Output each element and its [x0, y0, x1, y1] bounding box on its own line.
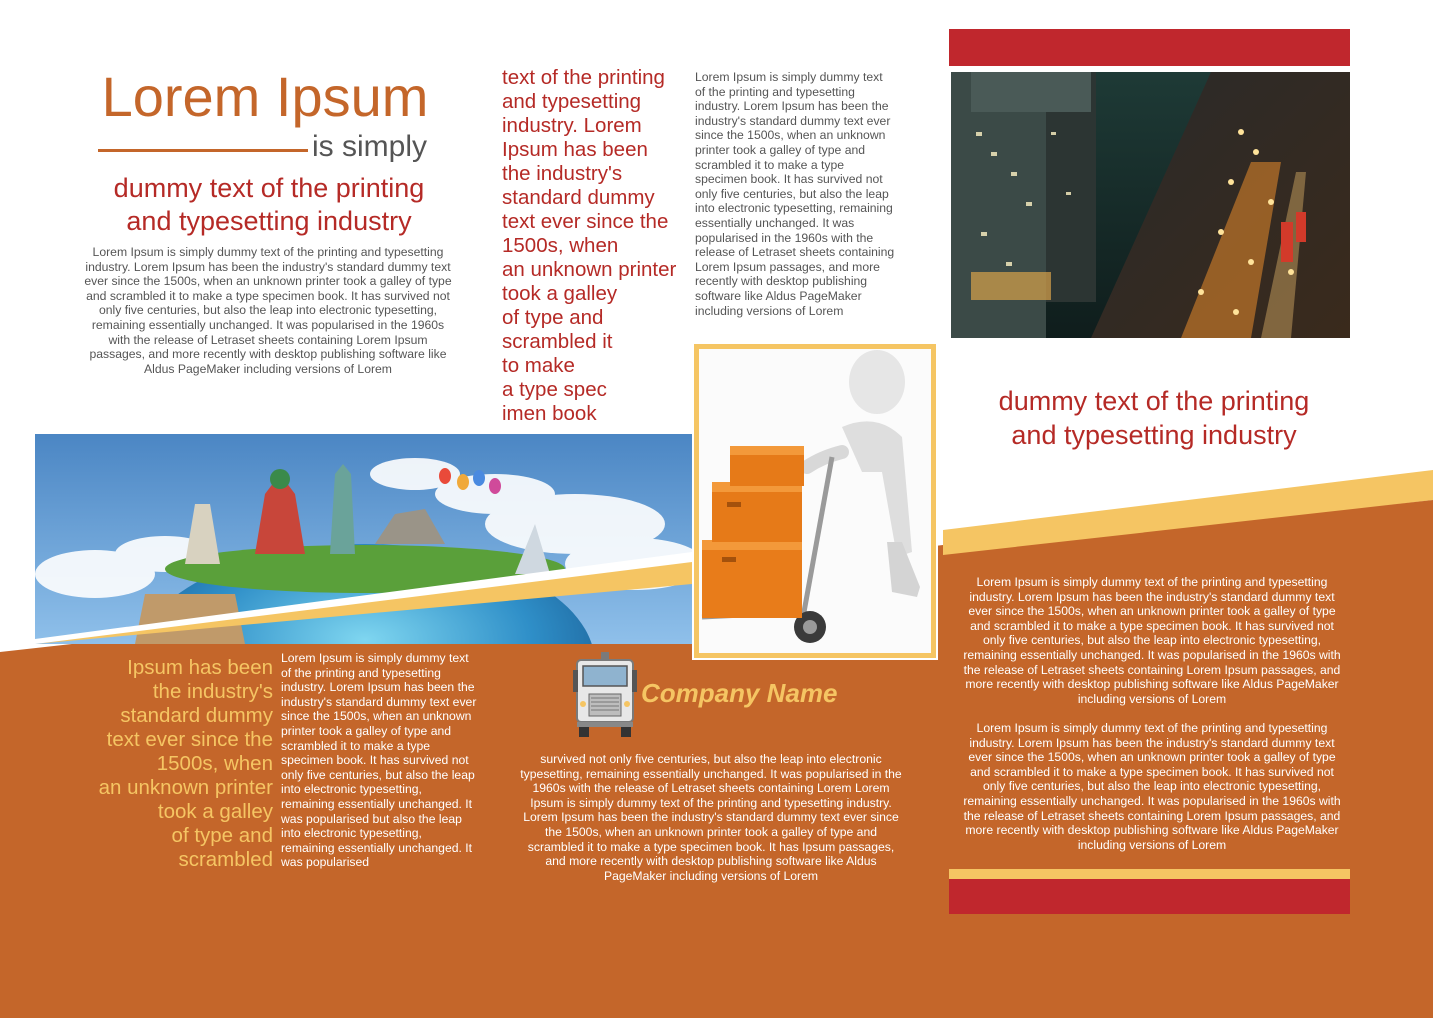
middle-big-line: imen book — [502, 402, 597, 425]
middle-big-line: of type and — [502, 306, 604, 329]
middle-big-line: standard dummy — [502, 186, 655, 209]
middle-big-line: text of the printing — [502, 66, 665, 89]
middle-big-line: 1500s, when — [502, 234, 619, 257]
delivery-image-frame — [692, 342, 938, 660]
middle-big-line: took a galley — [502, 282, 618, 305]
bottom-big-line: Ipsum has been — [127, 656, 273, 679]
right-heading — [952, 384, 1356, 452]
middle-big-line: text ever since the — [502, 210, 669, 233]
left-heading-line: dummy text of the printing — [113, 173, 425, 203]
middle-big-line: an unknown printer — [502, 258, 677, 281]
top-red-bar — [949, 29, 1350, 66]
middle-big-line: the industry's — [502, 162, 623, 185]
left-heading-line: and typesetting industry — [126, 206, 412, 236]
bottom-left-small-text: Lorem Ipsum is simply dummy text of the printing and typesetting industry. Lorem Ipsum has been the industry's standard dummy text ever since the 1500s, when an unknown printer took a galley of type and scrambled it to make a type specimen book. It has survived not only five centuries, but also the leap into electronic typesetting, remaining essentially unchanged. It was popularised but also the leap into electronic typesetting, remaining essentially unchanged. It was popularised — [281, 651, 477, 870]
bottom-left-big-text — [60, 656, 273, 872]
right-paragraph-2: Lorem Ipsum is simply dummy text of the printing and typesetting industry. Lorem Ipsum has been the industry's standard dummy text ever since the 1500s, when an unknown printer took a galley of type and scrambled it to make a type specimen book. It has survived not only five centuries, but also the leap into electronic typesetting, remaining essentially unchanged. It was popularised in the 1960s with the release of Letraset sheets containing Lorem Ipsum passages, and more recently with desktop publishing software like Aldus PageMaker including versions of Lorem — [963, 721, 1341, 852]
right-paragraph-1: Lorem Ipsum is simply dummy text of the printing and typesetting industry. Lorem Ipsum has been the industry's standard dummy text ever since the 1500s, when an unknown printer took a galley of type and scrambled it to make a type specimen book. It has survived not only five centuries, but also the leap into electronic typesetting, remaining essentially unchanged. It was popularised in the 1960s with the release of Letraset sheets containing Lorem Ipsum passages, and more recently with desktop publishing software like Aldus PageMaker including versions of Lorem — [963, 575, 1341, 706]
truck-icon — [573, 652, 637, 738]
bottom-big-line: standard dummy — [120, 704, 273, 727]
middle-big-line: and typesetting — [502, 90, 642, 113]
middle-big-line: industry. Lorem — [502, 114, 642, 137]
middle-big-text — [502, 66, 692, 426]
delivery-man-image — [692, 342, 938, 660]
travel-globe-image — [35, 434, 692, 644]
middle-small-text: Lorem Ipsum is simply dummy text of the printing and typesetting industry. Lorem Ipsum has been the industry's standard dummy text ever since the 1500s, when an unknown printer took a galley of type and scrambled it to make a type specimen book. It has survived not only five centuries, but also the leap into electronic typesetting, remaining essentially unchanged. It was popularised in the 1960s with the release of Letraset sheets containing Lorem Ipsum passages, and more recently with desktop publishing software like Aldus PageMaker including versions of Lorem — [695, 70, 895, 318]
middle-big-line: to make — [502, 354, 575, 377]
right-heading-line: dummy text of the printing — [998, 386, 1310, 416]
bottom-big-line: took a galley — [157, 800, 273, 823]
title-underline — [98, 149, 308, 152]
bottom-red-bar — [949, 879, 1350, 914]
middle-big-line: a type spec — [502, 378, 607, 401]
city-night-photo — [951, 72, 1350, 338]
bottom-big-line: text ever since the — [106, 728, 273, 751]
bottom-big-line: of type and — [171, 824, 273, 847]
left-heading — [80, 172, 458, 238]
bottom-big-line: scrambled — [178, 848, 273, 871]
middle-big-line: scrambled it — [502, 330, 613, 353]
bottom-yellow-bar — [949, 869, 1350, 879]
bottom-big-line: an unknown printer — [98, 776, 273, 799]
middle-big-line: Ipsum has been — [502, 138, 648, 161]
left-body-text: Lorem Ipsum is simply dummy text of the printing and typesetting industry. Lorem Ipsum has been the industry's standard dummy text ever since the 1500s, when an unknown printer took a galley of type and scrambled it to make a type specimen book. It has survived not only five centuries, but also the leap into electronic typesetting, remaining essentially unchanged. It was popularised in the 1960s with the release of Letraset sheets containing Lorem Ipsum passages, and more recently with desktop publishing software like Aldus PageMaker including versions of Lorem — [84, 245, 452, 376]
company-name: Company Name — [641, 678, 838, 708]
tagline: is simply — [312, 130, 428, 163]
company-body-text: survived not only five centuries, but also the leap into electronic typesetting, remaining essentially unchanged. It was popularised in the 1960s with the release of Letraset sheets containing Lorem Lorem Ipsum is simply dummy text of the printing and typesetting industry. Lorem Ipsum has been the industry's standard dummy text ever since the 1500s, when an unknown printer took a galley of type and scrambled it to make a type specimen book. It has Ipsum passages, and more recently with desktop publishing software like Aldus PageMaker including versions of Lorem — [520, 752, 902, 883]
main-title: Lorem Ipsum — [101, 65, 429, 128]
bottom-big-line: the industry's — [152, 680, 273, 703]
bottom-big-line: 1500s, when — [156, 752, 273, 775]
right-heading-line: and typesetting industry — [1011, 420, 1297, 450]
